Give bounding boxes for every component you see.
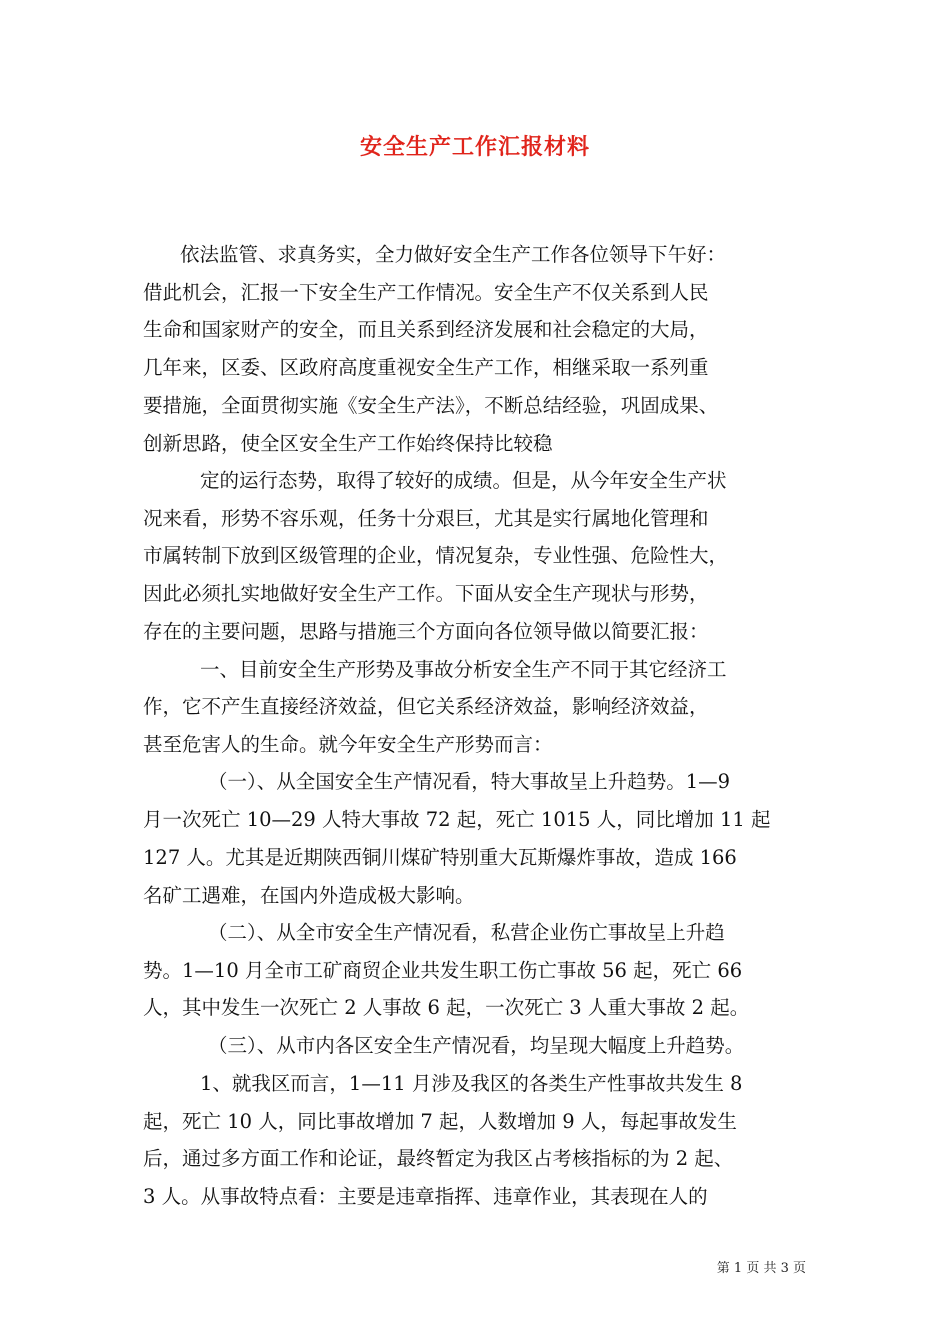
body-line: 甚至危害人的生命。就今年安全生产形势而言： — [143, 733, 553, 756]
body-line: 创新思路，使全区安全生产工作始终保持比较稳 — [143, 432, 553, 455]
body-line: 几年来，区委、区政府高度重视安全生产工作，相继采取一系列重 — [143, 356, 709, 379]
body-line: 名矿工遇难，在国内外造成极大影响。 — [143, 884, 475, 907]
body-line: 人，其中发生一次死亡 2 人事故 6 起，一次死亡 3 人重大事故 2 起。 — [143, 996, 750, 1019]
body-line: 势。1—10 月全市工矿商贸企业共发生职工伤亡事故 56 起，死亡 66 — [143, 959, 743, 982]
body-line: 市属转制下放到区级管理的企业，情况复杂，专业性强、危险性大， — [143, 544, 729, 567]
body-line: 月一次死亡 10—29 人特大事故 72 起，死亡 1015 人，同比增加 11 起 — [143, 808, 771, 831]
body-line: 因此必须扎实地做好安全生产工作。下面从安全生产现状与形势， — [143, 582, 709, 605]
body-line: 依法监管、求真务实，全力做好安全生产工作各位领导下午好： — [180, 243, 727, 266]
body-line: 定的运行态势，取得了较好的成绩。但是，从今年安全生产状 — [200, 469, 727, 492]
body-line: （二）、从全市安全生产情况看，私营企业伤亡事故呈上升趋 — [208, 921, 725, 944]
body-line: （三）、从市内各区安全生产情况看，均呈现大幅度上升趋势。 — [208, 1034, 745, 1057]
body-line: 3 人。从事故特点看：主要是违章指挥、违章作业，其表现在人的 — [143, 1185, 708, 1208]
body-line: 127 人。尤其是近期陕西铜川煤矿特别重大瓦斯爆炸事故，造成 166 — [143, 846, 737, 869]
body-line: 1、就我区而言，1—11 月涉及我区的各类生产性事故共发生 8 — [200, 1072, 743, 1095]
body-line: 借此机会，汇报一下安全生产工作情况。安全生产不仅关系到人民 — [143, 281, 709, 304]
body-line: （一）、从全国安全生产情况看，特大事故呈上升趋势。1—9 — [208, 770, 731, 793]
body-line: 作，它不产生直接经济效益，但它关系经济效益，影响经济效益， — [143, 695, 709, 718]
body-line: 一、目前安全生产形势及事故分析安全生产不同于其它经济工 — [200, 658, 727, 681]
document-title: 安全生产工作汇报材料 — [359, 134, 590, 160]
body-line: 存在的主要问题，思路与措施三个方面向各位领导做以简要汇报： — [143, 620, 709, 643]
body-line: 起，死亡 10 人，同比事故增加 7 起，人数增加 9 人，每起事故发生 — [143, 1110, 737, 1133]
body-line: 后，通过多方面工作和论证，最终暂定为我区占考核指标的为 2 起、 — [143, 1147, 734, 1170]
page-number: 第 1 页 共 3 页 — [716, 1261, 806, 1276]
body-line: 要措施，全面贯彻实施《安全生产法》，不断总结经验，巩固成果、 — [143, 394, 719, 417]
body-line: 况来看，形势不容乐观，任务十分艰巨，尤其是实行属地化管理和 — [143, 507, 709, 530]
body-line: 生命和国家财产的安全，而且关系到经济发展和社会稳定的大局， — [143, 318, 709, 341]
